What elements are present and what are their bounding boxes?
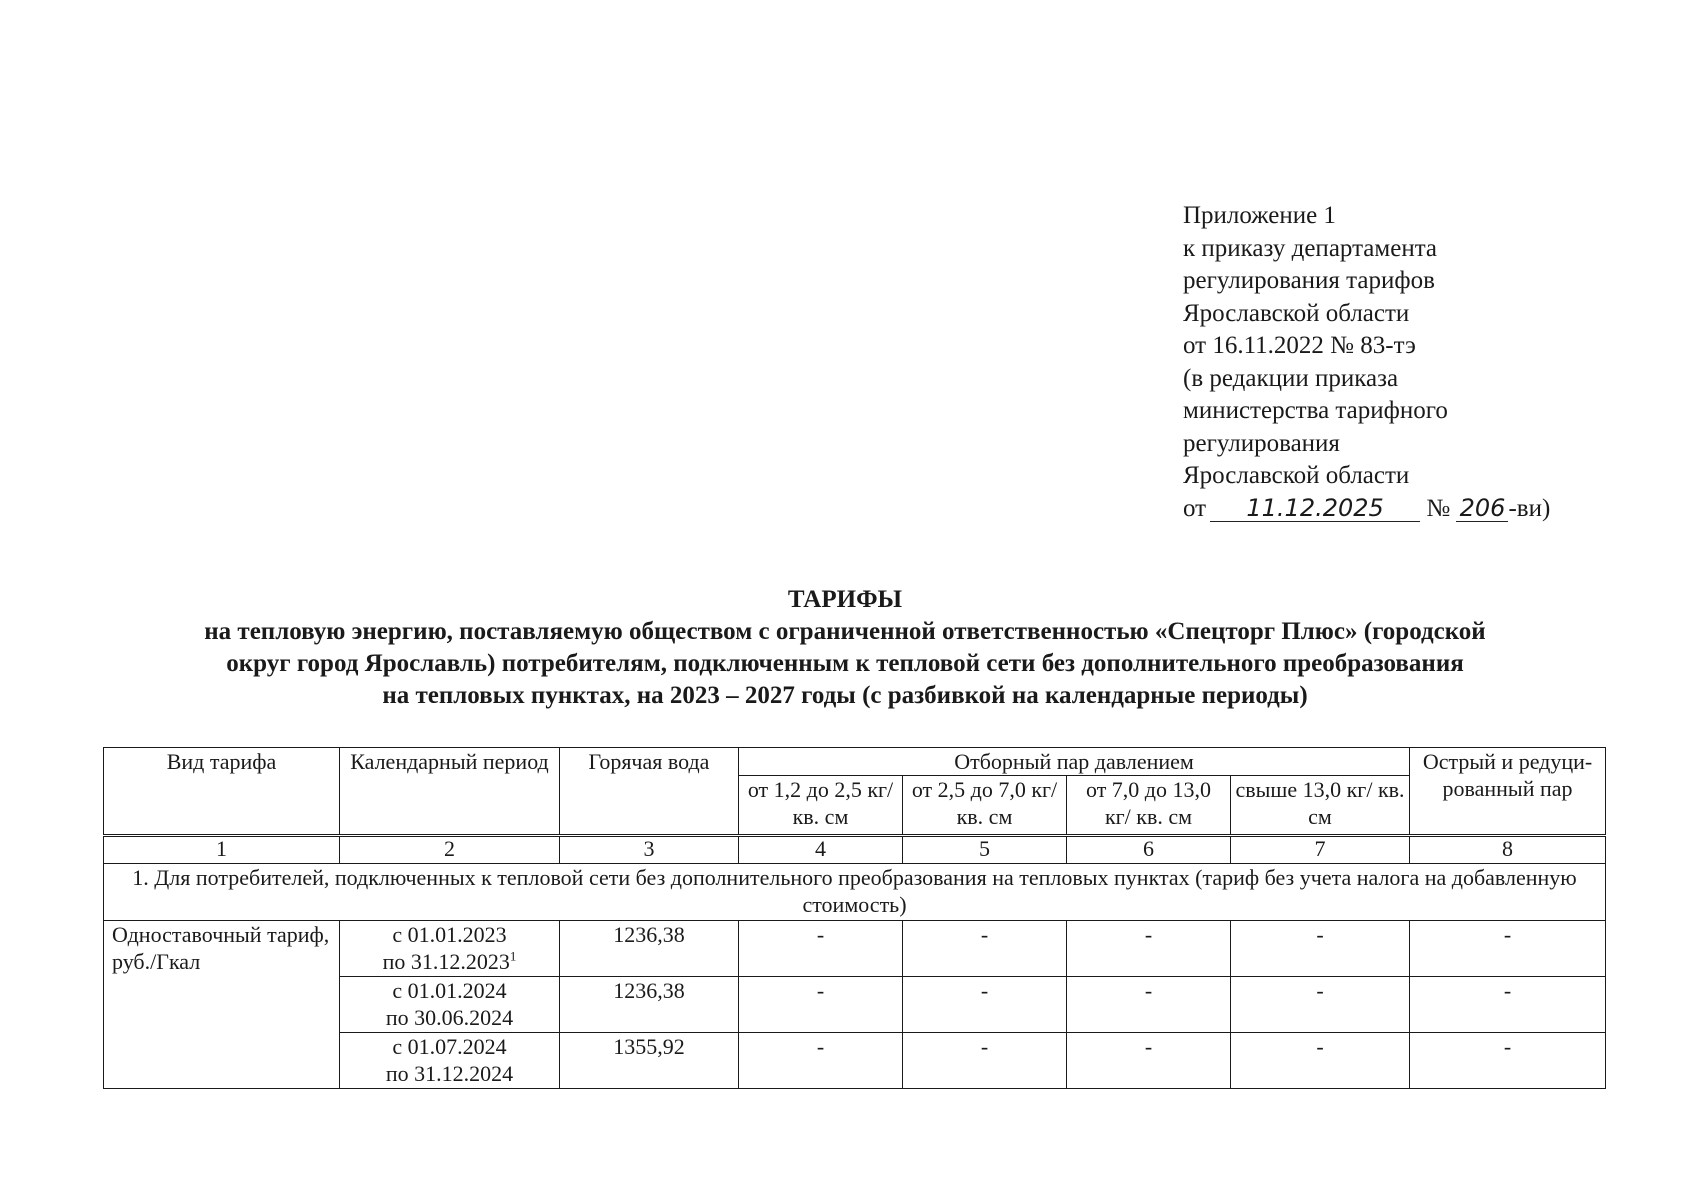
tariffs-table <box>103 747 1606 1089</box>
tariff-name: Одноставочный тариф, руб./Гкал <box>104 921 340 1089</box>
document-title <box>110 584 1580 712</box>
steam-3-value: - <box>1067 977 1231 1033</box>
header-row <box>104 748 1606 776</box>
header-steam-group: Отборный пар давлением <box>739 748 1410 776</box>
steam-4-value: - <box>1231 921 1410 977</box>
period-cell <box>340 977 560 1033</box>
order-suffix: -ви) <box>1508 494 1551 522</box>
column-number: 1 <box>104 836 340 864</box>
column-number: 5 <box>903 836 1067 864</box>
period-to: по 31.12.2023 <box>382 949 510 974</box>
order-prefix: от <box>1183 494 1207 522</box>
handwritten-date: 11.12.2025 <box>1210 495 1420 522</box>
header-steam-3: от 7,0 до 13,0 кг/ кв. см <box>1067 776 1231 836</box>
sharp-steam-value: - <box>1410 1033 1606 1089</box>
appendix-line: от 16.11.2022 № 83-тэ <box>1183 332 1416 359</box>
header-period: Календарный период <box>340 748 560 836</box>
steam-3-value: - <box>1067 1033 1231 1089</box>
number-sign: № <box>1426 494 1451 522</box>
column-number: 4 <box>739 836 903 864</box>
column-number: 6 <box>1067 836 1231 864</box>
title-line: на тепловую энергию, поставляемую обществом с ограниченной ответственностью «Спецторг Плюс» (городской <box>204 618 1486 645</box>
column-numbers-row <box>104 836 1606 864</box>
appendix-line: к приказу департамента <box>1183 234 1438 262</box>
section-title: 1. Для потребителей, подключенных к тепловой сети без дополнительного преобразования на тепловых пунктах (тариф без учета налога на добавленную стоимость) <box>104 864 1606 921</box>
hot-water-value: 1236,38 <box>560 921 739 977</box>
steam-2-value: - <box>903 921 1067 977</box>
steam-3-value: - <box>1067 921 1231 977</box>
steam-4-value: - <box>1231 1033 1410 1089</box>
appendix-line: Ярославской области <box>1183 299 1410 327</box>
appendix-line: Ярославской области <box>1183 462 1410 489</box>
header-tariff-type: Вид тарифа <box>104 748 340 836</box>
section-row <box>104 864 1606 921</box>
title-line: округ город Ярославль) потребителям, подключенным к тепловой сети без дополнительного преобразования <box>226 650 1464 677</box>
steam-2-value: - <box>903 977 1067 1033</box>
footnote-marker: 1 <box>509 948 517 964</box>
header-steam-2: от 2,5 до 7,0 кг/ кв. см <box>903 776 1067 836</box>
header-hot-water: Горячая вода <box>560 748 739 836</box>
hot-water-value: 1236,38 <box>560 977 739 1033</box>
appendix-line: регулирования тарифов <box>1183 267 1435 294</box>
appendix-line: регулирования <box>1183 429 1340 457</box>
period-from: с 01.07.2024 <box>392 1034 507 1059</box>
appendix-line: (в редакции приказа <box>1183 364 1399 392</box>
appendix-line: Приложение 1 <box>1183 202 1336 229</box>
sharp-steam-value: - <box>1410 921 1606 977</box>
period-cell <box>340 921 560 977</box>
steam-1-value: - <box>739 977 903 1033</box>
column-number: 2 <box>340 836 560 864</box>
period-to: по 30.06.2024 <box>385 1005 514 1030</box>
header-sharp-steam: Острый и редуци-рованный пар <box>1410 748 1606 836</box>
sharp-steam-value: - <box>1410 977 1606 1033</box>
appendix-block <box>1183 200 1550 525</box>
header-steam-1: от 1,2 до 2,5 кг/ кв. см <box>739 776 903 836</box>
hot-water-value: 1355,92 <box>560 1033 739 1089</box>
header-steam-4: свыше 13,0 кг/ кв. см <box>1231 776 1410 836</box>
column-number: 7 <box>1231 836 1410 864</box>
title-line: на тепловых пунктах, на 2023 – 2027 годы (с разбивкой на календарные периоды) <box>382 682 1308 709</box>
title-heading: ТАРИФЫ <box>787 586 903 613</box>
steam-1-value: - <box>739 921 903 977</box>
appendix-line: министерства тарифного <box>1183 397 1448 424</box>
steam-4-value: - <box>1231 977 1410 1033</box>
period-cell <box>340 1033 560 1089</box>
period-from: с 01.01.2023 <box>392 922 507 947</box>
table-row <box>104 921 1606 977</box>
column-number: 8 <box>1410 836 1606 864</box>
appendix-order-line <box>1183 493 1550 526</box>
period-from: с 01.01.2024 <box>392 978 507 1003</box>
period-to: по 31.12.2024 <box>385 1061 514 1086</box>
steam-2-value: - <box>903 1033 1067 1089</box>
column-number: 3 <box>560 836 739 864</box>
steam-1-value: - <box>739 1033 903 1089</box>
handwritten-number: 206 <box>1456 495 1508 522</box>
